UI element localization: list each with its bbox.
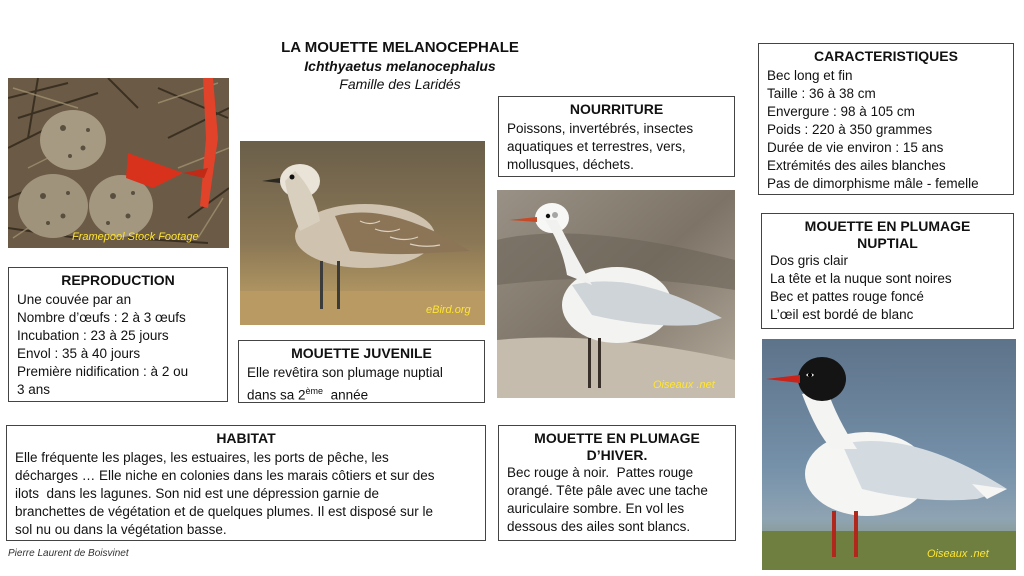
winter-box — [498, 425, 736, 541]
habitat-line: Elle fréquente les plages, les estuaires, les ports de pêche, les — [15, 450, 389, 465]
nuptial-title-line: MOUETTE EN PLUMAGE — [804, 218, 971, 234]
juvenile-line: Elle revêtira son plumage nuptial — [247, 365, 443, 380]
reproduction-line: Incubation : 23 à 25 jours — [17, 328, 169, 343]
caracteristiques-line: Pas de dimorphisme mâle - femelle — [767, 176, 979, 191]
winter-gull-photo — [497, 190, 735, 398]
caracteristiques-line: Bec long et fin — [767, 68, 853, 83]
author-credit: Pierre Laurent de Boisvinet — [8, 548, 129, 559]
nuptial-line: La tête et la nuque sont noires — [770, 271, 952, 286]
nest-eggs-photo — [8, 78, 229, 248]
habitat-box — [6, 425, 486, 541]
nuptial-line: Dos gris clair — [770, 253, 849, 268]
nourriture-box — [498, 96, 735, 177]
nuptial-gull-photo — [762, 339, 1016, 570]
habitat-line: sol nu ou dans la végétation basse. — [15, 522, 227, 537]
reproduction-line: Une couvée par an — [17, 292, 132, 307]
winter-photo-credit: Oiseaux .net — [653, 379, 715, 391]
nourriture-line: mollusques, déchets. — [507, 157, 634, 172]
winter-title — [507, 430, 727, 464]
caracteristiques-line: Taille : 36 à 38 cm — [767, 86, 876, 101]
winter-line: auriculaire sombre. En vol les — [507, 501, 685, 516]
juvenile-gull-photo — [240, 141, 485, 325]
winter-title-line: MOUETTE EN PLUMAGE — [534, 430, 700, 446]
juvenile-line-text: année — [323, 387, 369, 403]
reproduction-box — [8, 267, 228, 402]
nuptial-line: L’œil est bordé de blanc — [770, 307, 914, 322]
nuptial-box — [761, 213, 1014, 329]
reproduction-line: Première nidification : à 2 ou — [17, 364, 189, 379]
winter-title-line: D’HIVER. — [586, 447, 648, 463]
reproduction-line: 3 ans — [17, 382, 51, 397]
caracteristiques-line: Poids : 220 à 350 grammes — [767, 122, 933, 137]
juvenile-line-sup: ème — [305, 386, 324, 396]
reproduction-title: REPRODUCTION — [61, 272, 175, 288]
nourriture-title: NOURRITURE — [569, 101, 664, 117]
caracteristiques-box — [758, 43, 1014, 195]
juvenile-box — [238, 340, 485, 403]
juvenile-photo-credit: eBird.org — [426, 304, 471, 316]
reproduction-line: Nombre d’œufs : 2 à 3 œufs — [17, 310, 186, 325]
caracteristiques-title: CARACTERISTIQUES — [814, 48, 958, 64]
nuptial-title-line: NUPTIAL — [857, 235, 918, 251]
family-name: Famille des Laridés — [339, 76, 461, 92]
habitat-line: décharges … Elle niche en colonies dans les marais côtiers et sur des — [15, 468, 435, 483]
juvenile-line-text: dans sa 2 — [247, 387, 306, 403]
juvenile-title: MOUETTE JUVENILE — [291, 345, 432, 361]
reproduction-line: Envol : 35 à 40 jours — [17, 346, 141, 361]
winter-line: dessous des ailes sont blancs. — [507, 519, 691, 534]
winter-line: Bec rouge à noir. Pattes rouge — [507, 465, 694, 480]
juvenile-line — [247, 382, 476, 405]
habitat-line: branchettes de végétation et de quelques plumes. Il est disposé sur le — [15, 504, 434, 519]
caracteristiques-line: Durée de vie environ : 15 ans — [767, 140, 944, 155]
nest-photo-credit: Framepool Stock Footage — [72, 231, 199, 243]
nuptial-title — [770, 218, 1005, 252]
nourriture-line: Poissons, invertébrés, insectes — [507, 121, 694, 136]
habitat-line: ilots dans les lagunes. Son nid est une dépression garnie de — [15, 486, 379, 501]
page-title: LA MOUETTE MELANOCEPHALE — [281, 39, 519, 56]
habitat-title: HABITAT — [216, 430, 276, 446]
winter-line: orangé. Tête pâle avec une tache — [507, 483, 708, 498]
nourriture-line: aquatiques et terrestres, vers, — [507, 139, 686, 154]
scientific-name: Ichthyaetus melanocephalus — [304, 58, 496, 74]
nuptial-photo-credit: Oiseaux .net — [927, 548, 989, 560]
caracteristiques-line: Extrémités des ailes blanches — [767, 158, 946, 173]
caracteristiques-line: Envergure : 98 à 105 cm — [767, 104, 915, 119]
nuptial-line: Bec et pattes rouge foncé — [770, 289, 924, 304]
